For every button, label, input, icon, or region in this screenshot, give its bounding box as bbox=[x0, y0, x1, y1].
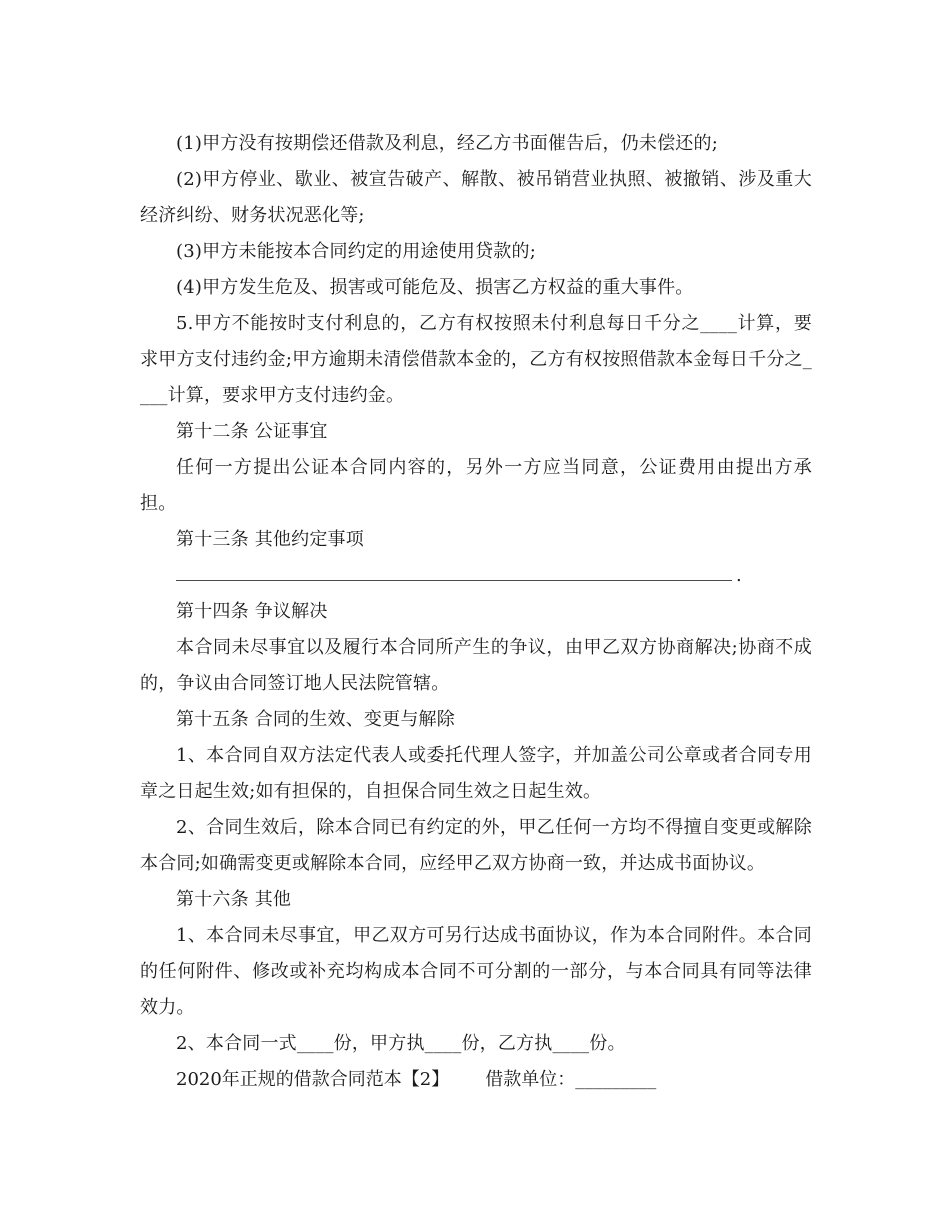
penalty-clause: 5.甲方不能按时支付利息的，乙方有权按照未付利息每日千分之____计算，要求甲方支付违约金;甲方逾期未清偿借款本金的，乙方有权按照借款本金每日千分之____计算，要求甲方支付违约金。 bbox=[140, 313, 812, 406]
article-13-heading: 第十三条 其他约定事项 bbox=[176, 529, 364, 550]
fill-in-blank-line bbox=[176, 558, 812, 594]
clause-item-1: (1)甲方没有按期偿还借款及利息，经乙方书面催告后，仍未偿还的; bbox=[176, 133, 718, 154]
article-12-body: 任何一方提出公证本合同内容的，另外一方应当同意，公证费用由提出方承担。 bbox=[140, 457, 812, 514]
clause-item-2: (2)甲方停业、歇业、被宣告破产、解散、被吊销营业执照、被撤销、涉及重大经济纠纷、财务状况恶化等; bbox=[140, 169, 812, 226]
borrower-field: 借款单位：_________ bbox=[485, 1069, 657, 1090]
document-body bbox=[140, 126, 812, 1098]
next-contract-title: 2020年正规的借款合同范本【2】 bbox=[176, 1069, 450, 1090]
blank-underline bbox=[176, 580, 732, 581]
article-15-heading: 第十五条 合同的生效、变更与解除 bbox=[176, 709, 455, 730]
article-16-item-2: 2、本合同一式____份，甲方执____份，乙方执____份。 bbox=[176, 1033, 626, 1054]
clause-item-4: (4)甲方发生危及、损害或可能危及、损害乙方权益的重大事件。 bbox=[176, 277, 694, 298]
blank-line-end-mark: . bbox=[736, 565, 742, 586]
article-16-heading: 第十六条 其他 bbox=[176, 889, 292, 910]
article-12-heading: 第十二条 公证事宜 bbox=[176, 421, 328, 442]
clause-item-3: (3)甲方未能按本合同约定的用途使用贷款的; bbox=[176, 241, 536, 262]
next-contract-line bbox=[140, 1062, 812, 1098]
article-14-heading: 第十四条 争议解决 bbox=[176, 601, 328, 622]
article-16-item-1: 1、本合同未尽事宜，甲乙双方可另行达成书面协议，作为本合同附件。本合同的任何附件、修改或补充均构成本合同不可分割的一部分，与本合同具有同等法律效力。 bbox=[140, 925, 812, 1018]
article-14-body: 本合同未尽事宜以及履行本合同所产生的争议，由甲乙双方协商解决;协商不成的，争议由合同签订地人民法院管辖。 bbox=[140, 637, 812, 694]
article-15-item-2: 2、合同生效后，除本合同已有约定的外，甲乙任何一方均不得擅自变更或解除本合同;如确需变更或解除本合同，应经甲乙双方协商一致，并达成书面协议。 bbox=[140, 817, 812, 874]
article-15-item-1: 1、本合同自双方法定代表人或委托代理人签字，并加盖公司公章或者合同专用章之日起生效;如有担保的，自担保合同生效之日起生效。 bbox=[140, 745, 812, 802]
